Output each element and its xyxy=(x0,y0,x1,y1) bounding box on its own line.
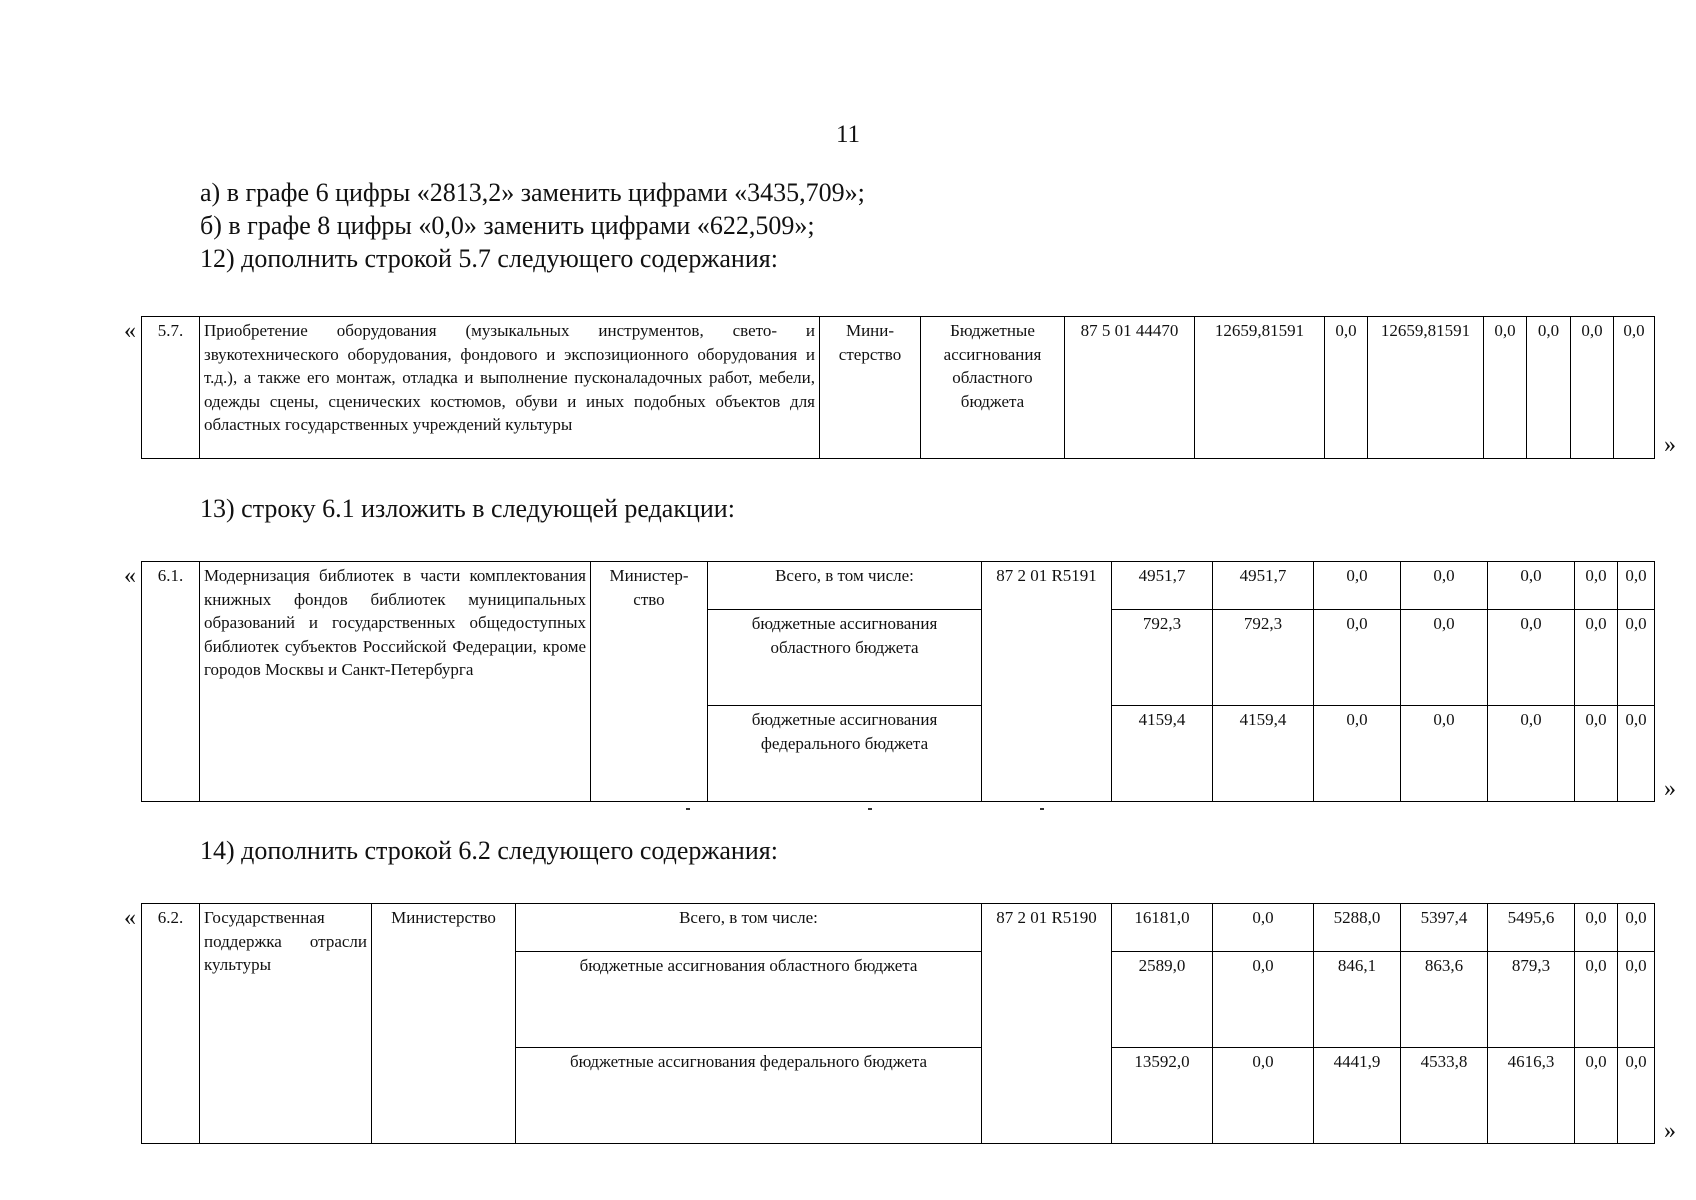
paragraph-14: 14) дополнить строкой 6.2 следующего содержания: xyxy=(200,836,778,865)
value-cell: 4533,8 xyxy=(1401,1048,1488,1144)
row-funding-source: Всего, в том числе: xyxy=(708,562,982,610)
value-cell: 0,0 xyxy=(1401,706,1488,802)
scan-speck xyxy=(868,808,872,810)
value-cell: 0,0 xyxy=(1618,904,1655,952)
paragraph-a: а) в графе 6 цифры «2813,2» заменить цифрами «3435,709»; xyxy=(200,178,865,207)
open-quote: « xyxy=(124,318,136,344)
scan-speck xyxy=(686,808,690,810)
value-cell: 0,0 xyxy=(1213,1048,1314,1144)
value-cell: 5288,0 xyxy=(1314,904,1401,952)
value-cell: 12659,81591 xyxy=(1195,317,1325,459)
value-cell: 0,0 xyxy=(1484,317,1527,459)
value-cell: 0,0 xyxy=(1618,706,1655,802)
row-executor: Министер-ство xyxy=(591,562,708,802)
value-cell: 4951,7 xyxy=(1213,562,1314,610)
table-row-6-2 xyxy=(141,903,1655,1144)
value-cell: 0,0 xyxy=(1618,1048,1655,1144)
value-cell: 0,0 xyxy=(1618,562,1655,610)
row-funding-source: Всего, в том числе: xyxy=(516,904,982,952)
close-quote: » xyxy=(1664,432,1676,458)
value-cell: 0,0 xyxy=(1401,610,1488,706)
row-funding-source: бюджетные ассигнования областного бюджета xyxy=(516,952,982,1048)
paragraph-12: 12) дополнить строкой 5.7 следующего содержания: xyxy=(200,244,778,273)
value-cell: 0,0 xyxy=(1488,562,1575,610)
value-cell: 0,0 xyxy=(1488,706,1575,802)
paragraph-b: б) в графе 8 цифры «0,0» заменить цифрами «622,509»; xyxy=(200,211,815,240)
row-number: 5.7. xyxy=(142,317,200,459)
open-quote: « xyxy=(124,905,136,931)
row-funding-source: бюджетные ассигнования федерального бюджета xyxy=(516,1048,982,1144)
row-budget-code: 87 5 01 44470 xyxy=(1065,317,1195,459)
value-cell: 4159,4 xyxy=(1112,706,1213,802)
paragraph-13: 13) строку 6.1 изложить в следующей редакции: xyxy=(200,494,735,523)
value-cell: 0,0 xyxy=(1575,706,1618,802)
value-cell: 0,0 xyxy=(1618,610,1655,706)
value-cell: 13592,0 xyxy=(1112,1048,1213,1144)
value-cell: 12659,81591 xyxy=(1368,317,1484,459)
value-cell: 792,3 xyxy=(1213,610,1314,706)
open-quote: « xyxy=(124,563,136,589)
value-cell: 846,1 xyxy=(1314,952,1401,1048)
value-cell: 4951,7 xyxy=(1112,562,1213,610)
value-cell: 0,0 xyxy=(1213,904,1314,952)
value-cell: 0,0 xyxy=(1575,904,1618,952)
close-quote: » xyxy=(1664,1118,1676,1144)
value-cell: 5495,6 xyxy=(1488,904,1575,952)
value-cell: 0,0 xyxy=(1314,562,1401,610)
value-cell: 4441,9 xyxy=(1314,1048,1401,1144)
value-cell: 879,3 xyxy=(1488,952,1575,1048)
value-cell: 2589,0 xyxy=(1112,952,1213,1048)
value-cell: 0,0 xyxy=(1325,317,1368,459)
row-funding-source: бюджетные ассигнования областного бюджета xyxy=(708,610,982,706)
row-budget-code: 87 2 01 R5191 xyxy=(982,562,1112,802)
value-cell: 0,0 xyxy=(1213,952,1314,1048)
value-cell: 0,0 xyxy=(1614,317,1655,459)
row-number: 6.1. xyxy=(142,562,200,802)
row-budget-code: 87 2 01 R5190 xyxy=(982,904,1112,1144)
value-cell: 0,0 xyxy=(1401,562,1488,610)
value-cell: 4159,4 xyxy=(1213,706,1314,802)
value-cell: 4616,3 xyxy=(1488,1048,1575,1144)
table-row-5-7 xyxy=(141,316,1655,459)
value-cell: 0,0 xyxy=(1618,952,1655,1048)
value-cell: 0,0 xyxy=(1527,317,1571,459)
row-funding-source: бюджетные ассигнования федерального бюджета xyxy=(708,706,982,802)
value-cell: 0,0 xyxy=(1488,610,1575,706)
page-number: 11 xyxy=(835,121,861,148)
value-cell: 0,0 xyxy=(1575,610,1618,706)
row-number: 6.2. xyxy=(142,904,200,1144)
close-quote: » xyxy=(1664,776,1676,802)
value-cell: 863,6 xyxy=(1401,952,1488,1048)
scan-speck xyxy=(1040,808,1044,810)
row-description: Приобретение оборудования (музыкальных инструментов, свето- и звукотехнического оборудования, фондового и экспозиционного оборудования и т.д.), а также его монтаж, отладка и выполнение пусконаладочных работ, мебели, одежды сцены, сценических костюмов, обуви и иных подобных объектов для областных государственных учреждений культуры xyxy=(200,317,820,459)
value-cell: 792,3 xyxy=(1112,610,1213,706)
value-cell: 5397,4 xyxy=(1401,904,1488,952)
value-cell: 0,0 xyxy=(1575,952,1618,1048)
row-executor: Мини-стерство xyxy=(820,317,921,459)
value-cell: 16181,0 xyxy=(1112,904,1213,952)
value-cell: 0,0 xyxy=(1571,317,1614,459)
value-cell: 0,0 xyxy=(1314,706,1401,802)
value-cell: 0,0 xyxy=(1314,610,1401,706)
value-cell: 0,0 xyxy=(1575,562,1618,610)
row-funding-source: Бюджетные ассигнования областного бюджета xyxy=(921,317,1065,459)
table-row-6-1 xyxy=(141,561,1655,802)
value-cell: 0,0 xyxy=(1575,1048,1618,1144)
row-description: Модернизация библиотек в части комплектования книжных фондов библиотек муниципальных образований и государственных общедоступных библиотек субъектов Российской Федерации, кроме городов Москвы и Санкт-Петербурга xyxy=(200,562,591,802)
row-executor: Министерство xyxy=(372,904,516,1144)
row-description: Государственная поддержка отрасли культуры xyxy=(200,904,372,1144)
